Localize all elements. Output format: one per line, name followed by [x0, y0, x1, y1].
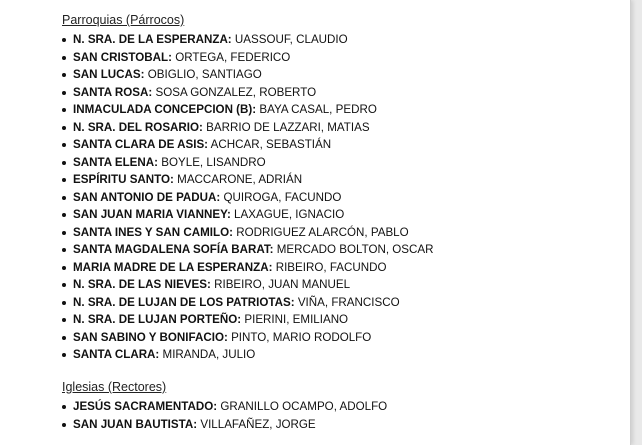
list-item [62, 31, 434, 49]
bullet-icon [62, 248, 66, 252]
bullet-icon [62, 231, 66, 235]
parish-name: SANTA ROSA: [73, 85, 153, 99]
parish-name: SAN SABINO Y BONIFACIO: [73, 330, 228, 344]
bullet-icon [62, 353, 66, 357]
parish-name: N. SRA. DE LUJAN DE LOS PATRIOTAS: [73, 295, 295, 309]
priest-name: RIBEIRO, FACUNDO [275, 260, 387, 274]
list-item [62, 241, 434, 259]
parroquias-heading: Parroquias (Párrocos) [62, 13, 185, 27]
church-name: SAN JUAN BAUTISTA: [73, 417, 198, 431]
list-item [62, 84, 434, 102]
priest-name: PIERINI, EMILIANO [244, 313, 349, 326]
iglesias-heading: Iglesias (Rectores) [62, 380, 167, 394]
rector-name: GRANILLO OCAMPO, ADOLFO [220, 400, 388, 413]
rector-name: VILLAFAÑEZ, JORGE [200, 417, 316, 431]
bullet-icon [62, 143, 66, 147]
iglesias-list [62, 398, 387, 433]
priest-name: BARRIO DE LAZZARI, MATIAS [206, 120, 370, 134]
bullet-icon [62, 213, 66, 217]
bullet-icon [62, 283, 66, 287]
parish-name: N. SRA. DE LUJAN PORTEÑO: [73, 313, 242, 326]
bullet-icon [62, 73, 66, 77]
parish-name: SANTA CLARA: [73, 348, 160, 361]
parish-name: MARIA MADRE DE LA ESPERANZA: [73, 260, 273, 274]
priest-name: SOSA GONZALEZ, ROBERTO [155, 85, 317, 99]
priest-name: ACHCAR, SEBASTIÁN [210, 138, 332, 151]
parroquias-list [62, 31, 434, 364]
priest-name: MIRANDA, JULIO [162, 348, 256, 361]
parroquias-section [62, 12, 434, 364]
list-item [62, 259, 434, 277]
priest-name: OBIGLIO, SANTIAGO [147, 68, 262, 81]
bullet-icon [62, 405, 66, 409]
bullet-icon [62, 38, 66, 42]
bullet-icon [62, 91, 66, 95]
parish-name: N. SRA. DEL ROSARIO: [73, 120, 203, 134]
priest-name: PINTO, MARIO RODOLFO [231, 330, 372, 344]
parish-name: INMACULADA CONCEPCION (B): [73, 103, 257, 116]
iglesias-section [62, 379, 387, 433]
list-item [62, 101, 434, 119]
priest-name: MACCARONE, ADRIÁN [177, 173, 303, 186]
bullet-icon [62, 196, 66, 200]
priest-name: MERCADO BOLTON, OSCAR [276, 243, 434, 256]
priest-name: RODRIGUEZ ALARCÓN, PABLO [236, 225, 409, 239]
list-item [62, 346, 434, 364]
list-item [62, 294, 434, 312]
list-item [62, 416, 387, 434]
priest-name: ORTEGA, FEDERICO [175, 50, 291, 64]
list-item [62, 398, 387, 416]
parish-name: SANTA ELENA: [73, 155, 159, 169]
list-item [62, 329, 434, 347]
bullet-icon [62, 126, 66, 130]
list-item [62, 276, 434, 294]
list-item [62, 189, 434, 207]
list-item [62, 136, 434, 154]
list-item [62, 49, 434, 67]
priest-name: QUIROGA, FACUNDO [223, 190, 342, 204]
parish-name: N. SRA. DE LA ESPERANZA: [73, 33, 232, 46]
priest-name: LAXAGUE, IGNACIO [234, 208, 345, 221]
bullet-icon [62, 266, 66, 270]
list-item [62, 154, 434, 172]
priest-name: UASSOUF, CLAUDIO [234, 33, 348, 46]
parish-name: SANTA CLARA DE ASIS: [73, 138, 209, 151]
parish-name: SAN CRISTOBAL: [73, 50, 172, 64]
church-name: JESÚS SACRAMENTADO: [73, 400, 218, 413]
priest-name: BOYLE, LISANDRO [161, 155, 266, 169]
list-item [62, 119, 434, 137]
list-item [62, 66, 434, 84]
parish-name: SAN JUAN MARIA VIANNEY: [73, 208, 231, 221]
parish-name: SANTA MAGDALENA SOFÍA BARAT: [73, 243, 274, 256]
bullet-icon [62, 161, 66, 165]
list-item [62, 206, 434, 224]
parish-name: N. SRA. DE LAS NIEVES: [73, 278, 211, 291]
bullet-icon [62, 108, 66, 112]
priest-name: BAYA CASAL, PEDRO [259, 103, 377, 116]
bullet-icon [62, 301, 66, 305]
parish-name: ESPÍRITU SANTO: [73, 173, 174, 186]
parish-name: SAN LUCAS: [73, 68, 145, 81]
parish-name: SAN ANTONIO DE PADUA: [73, 190, 221, 204]
bullet-icon [62, 336, 66, 340]
priest-name: VIÑA, FRANCISCO [297, 295, 400, 309]
bullet-icon [62, 423, 66, 427]
bullet-icon [62, 178, 66, 182]
list-item [62, 224, 434, 242]
priest-name: RIBEIRO, JUAN MANUEL [214, 278, 351, 291]
parish-name: SANTA INES Y SAN CAMILO: [73, 225, 233, 239]
bullet-icon [62, 56, 66, 60]
list-item [62, 311, 434, 329]
bullet-icon [62, 318, 66, 322]
list-item [62, 171, 434, 189]
